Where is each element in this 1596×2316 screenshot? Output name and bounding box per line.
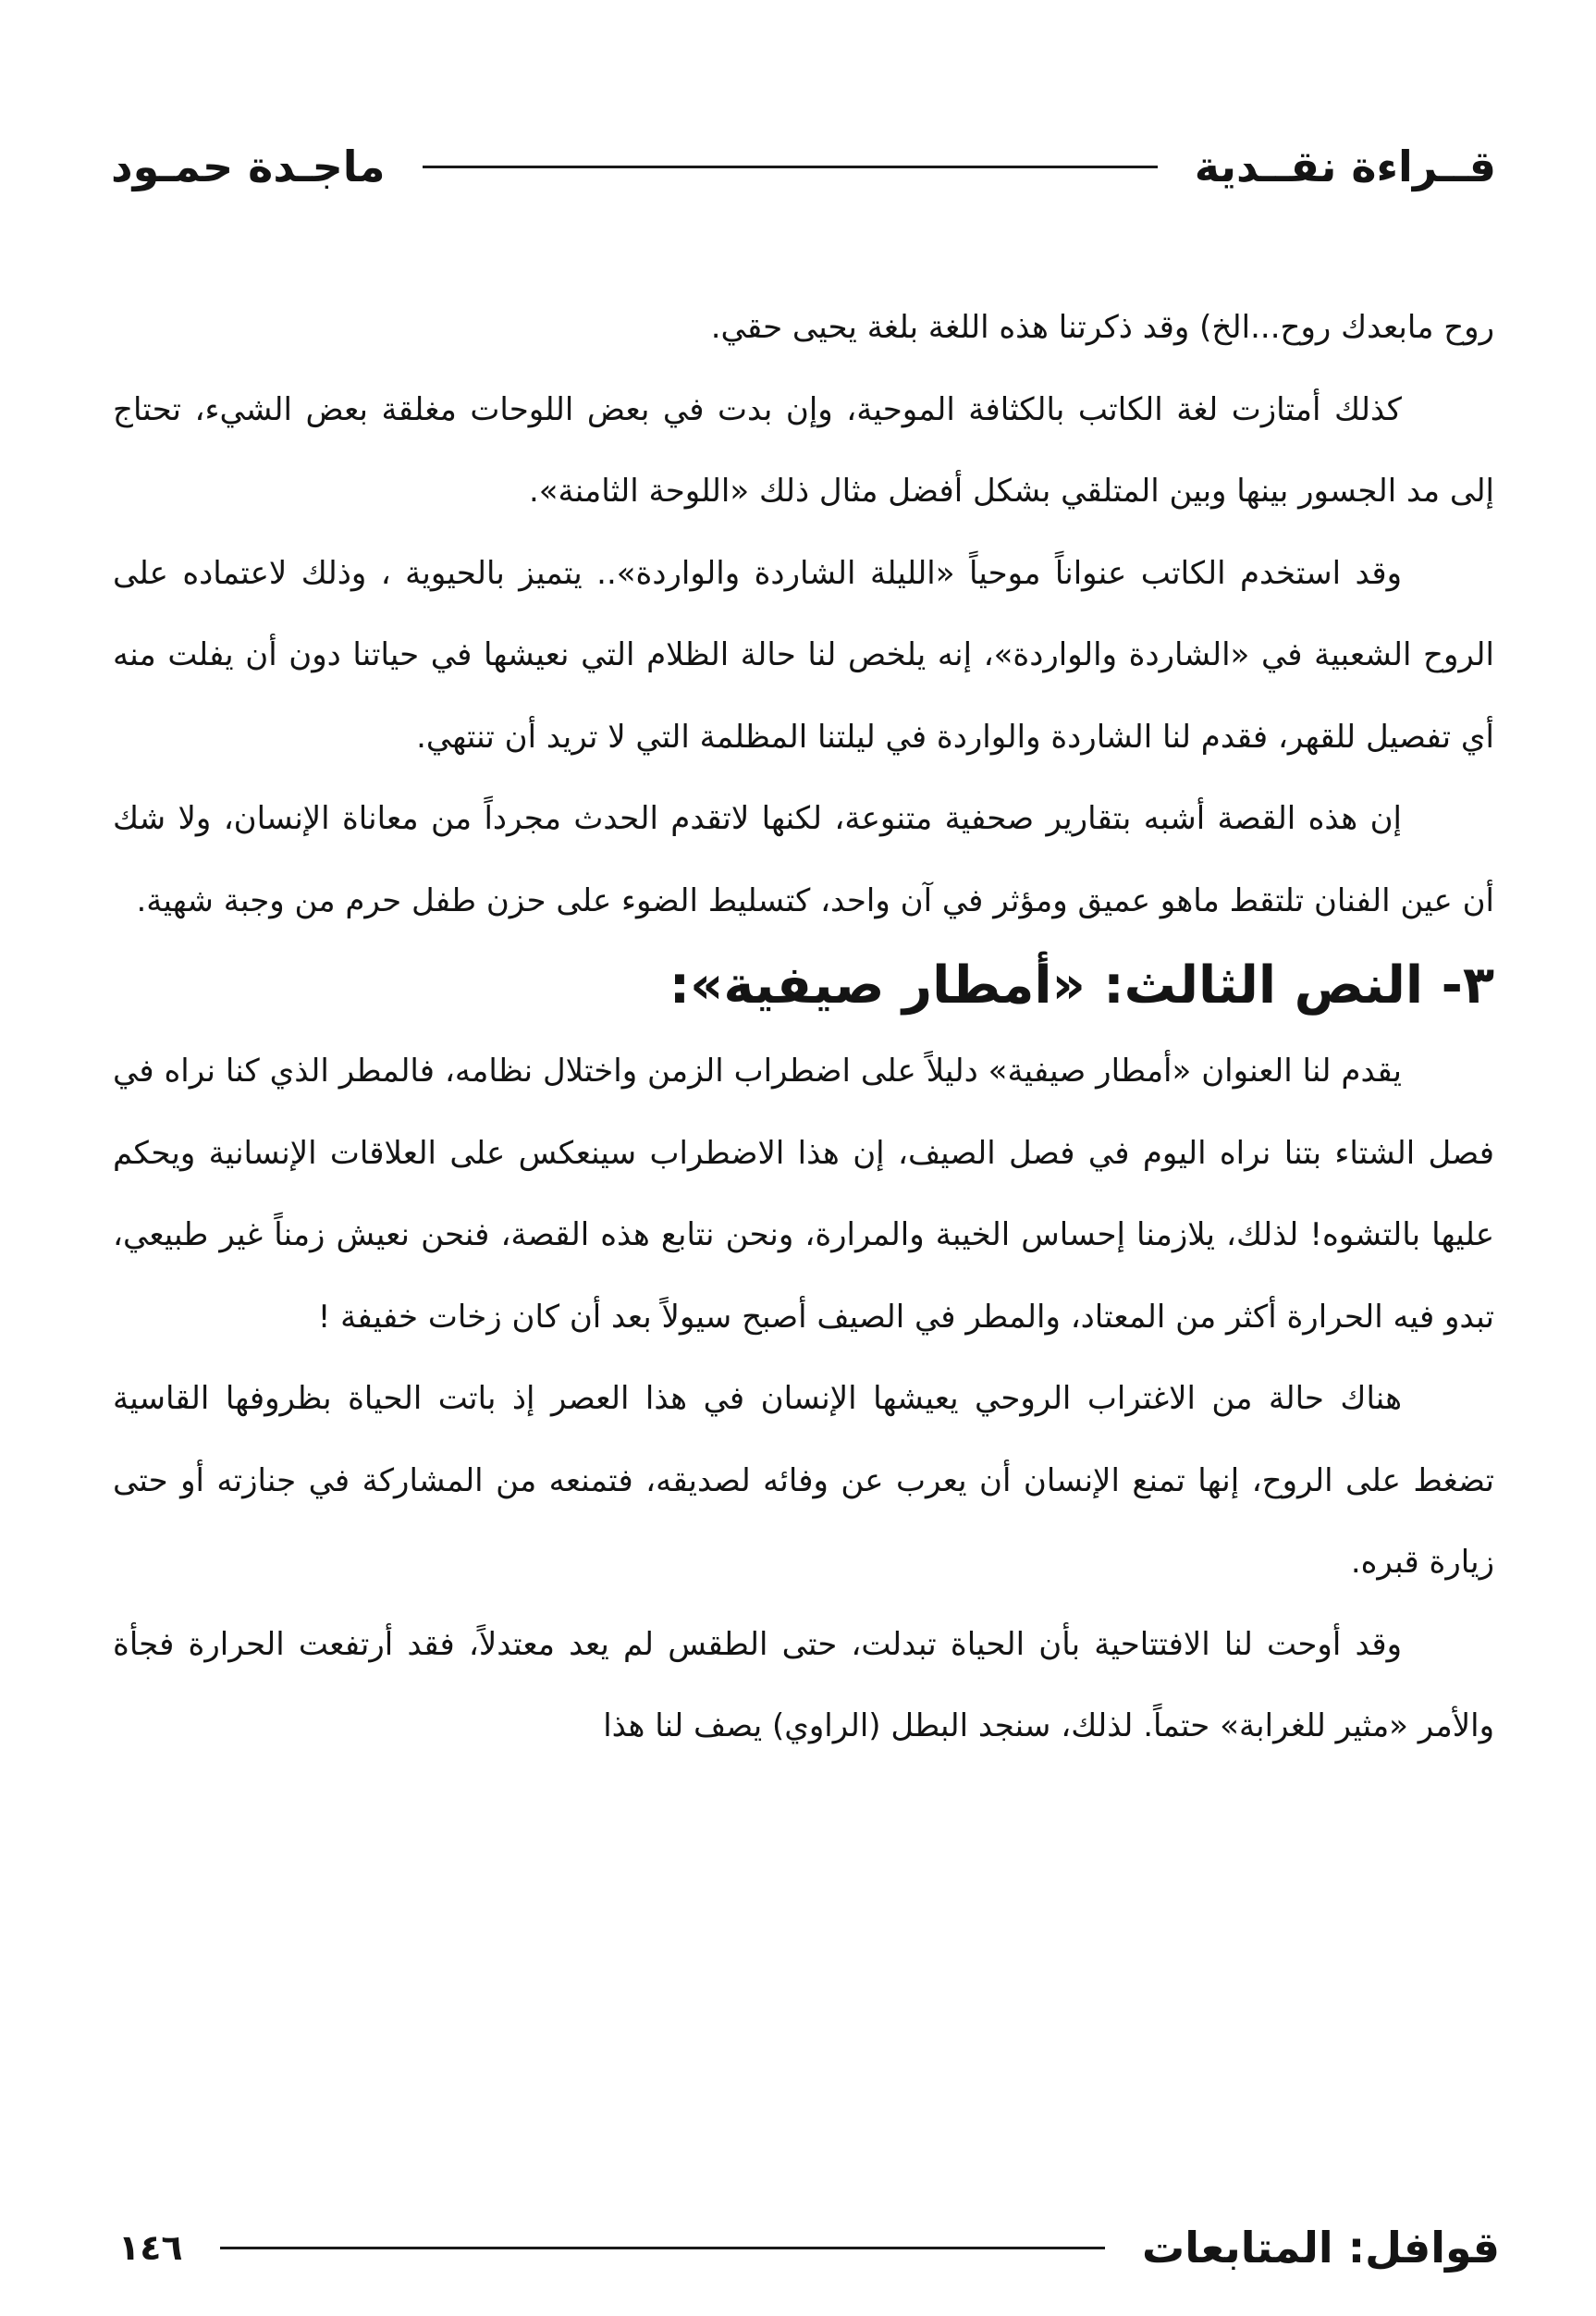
- page-body: [113, 287, 1494, 1768]
- header-author: ماجـدة حمـود: [111, 142, 386, 191]
- section-heading: ٣- النص الثالث: «أمطار صيفية»:: [669, 955, 1494, 1016]
- paragraph-continuation: روح مابعدك روح...الخ) وقد ذكرتنا هذه اللغة بلغة يحيى حقي.: [710, 309, 1494, 346]
- running-footer: [118, 2211, 1500, 2285]
- header-title: قــراءة نقــدية: [1194, 142, 1496, 191]
- paragraph: يقدم لنا العنوان «أمطار صيفية» دليلاً على اضطراب الزمن واختلال نظامه، فالمطر الذي كنا نراه في فصل الشتاء بتنا نراه اليوم في فصل الصيف، إن هذا الاضطراب سينعكس على العلاقات الإنسانية ويحكم عليها بالتشوه! لذلك، يلازمنا إحساس الخيبة والمرارة، ونحن نتابع هذه القصة، فنحن نعيش زمناً غير طبيعي، تبدو فيه الحرارة أكثر من المعتاد، والمطر في الصيف أصبح سيولاً بعد أن كان زخات خفيفة !: [113, 1053, 1494, 1336]
- paragraph: كذلك أمتازت لغة الكاتب بالكثافة الموحية، وإن بدت في بعض اللوحات مغلقة بعض الشيء، تحتاج إلى مد الجسور بينها وبين المتلقي بشكل أفضل مثال ذلك «اللوحة الثامنة».: [113, 390, 1494, 510]
- footer-title: قوافل: المتابعات: [1142, 2223, 1500, 2273]
- footer-rule: [220, 2247, 1105, 2249]
- paragraph: إن هذه القصة أشبه بتقارير صحفية متنوعة، لكنها لاتقدم الحدث مجرداً من معاناة الإنسان، ولا شك أن عين الفنان تلتقط ماهو عميق ومؤثر في آن واحد، كتسليط الضوء على حزن طفل حرم من وجبة شهية.: [113, 800, 1494, 919]
- paragraph: وقد استخدم الكاتب عنواناً موحياً «الليلة الشاردة والواردة».. يتميز بالحيوية ، وذلك لاعتماده على الروح الشعبية في «الشاردة والواردة»، إنه يلخص لنا حالة الظلام التي نعيشها في حياتنا دون أن يفلت منه أي تفصيل للقهر، فقدم لنا الشاردة والواردة في ليلتنا المظلمة التي لا تريد أن تنتهي.: [113, 554, 1494, 756]
- header-rule: [423, 166, 1158, 168]
- paragraph: وقد أوحت لنا الافتتاحية بأن الحياة تبدلت، حتى الطقس لم يعد معتدلاً، فقد أرتفعت الحرارة فجأة والأمر «مثير للغرابة» حتماً. لذلك، سنجد البطل (الراوي) يصف لنا هذا: [113, 1625, 1494, 1744]
- running-header: [111, 128, 1496, 205]
- page-number: ١٤٦: [118, 2227, 183, 2268]
- paragraph: هناك حالة من الاغتراب الروحي يعيشها الإنسان في هذا العصر إذ باتت الحياة بظروفها القاسية تضغط على الروح، إنها تمنع الإنسان أن يعرب عن وفائه لصديقه، فتمنعه من المشاركة في جنازته أو حتى زيارة قبره.: [113, 1380, 1494, 1581]
